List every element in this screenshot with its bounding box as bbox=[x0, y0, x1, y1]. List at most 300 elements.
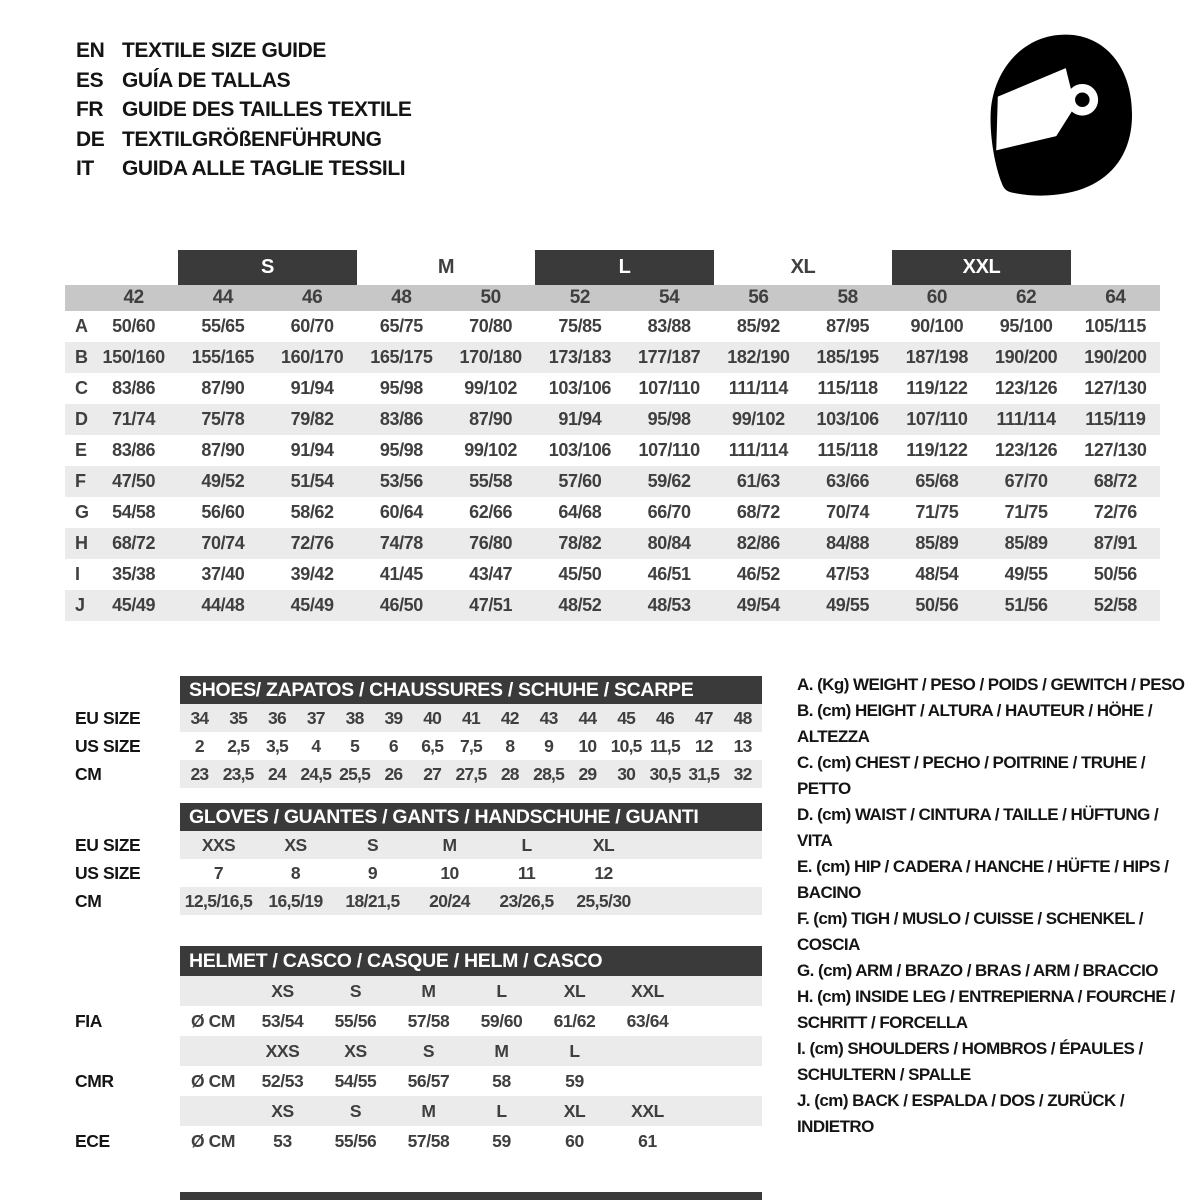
size-value: 26 bbox=[384, 763, 403, 784]
size-value: 50/56 bbox=[915, 595, 959, 615]
size-value: 70/74 bbox=[201, 533, 245, 553]
size-value: XL bbox=[592, 834, 615, 855]
row-letter: A bbox=[75, 316, 88, 336]
language-row bbox=[76, 95, 411, 125]
size-value: 46/50 bbox=[379, 595, 423, 615]
size-value: 87/95 bbox=[826, 316, 870, 336]
language-code: DE bbox=[76, 127, 105, 151]
size-value: 111/114 bbox=[728, 440, 789, 460]
size-value: 45/50 bbox=[558, 564, 602, 584]
size-value: 59/62 bbox=[647, 471, 691, 491]
size-value: 39 bbox=[384, 707, 403, 728]
language-title: TEXTILGRÖßENFÜHRUNG bbox=[122, 127, 382, 151]
size-value: 68/72 bbox=[112, 533, 156, 553]
size-value: 87/91 bbox=[1093, 533, 1137, 553]
size-row bbox=[75, 760, 762, 788]
size-value: 182/190 bbox=[727, 347, 790, 367]
size-value: 42 bbox=[500, 707, 519, 728]
measurement-legend bbox=[797, 672, 1197, 1140]
size-label: XL bbox=[563, 1100, 586, 1121]
measurement-row bbox=[65, 559, 1160, 590]
row-label: US SIZE bbox=[75, 735, 141, 756]
language-title: GUIDA ALLE TAGLIE TESSILI bbox=[122, 157, 406, 180]
measurement-row bbox=[65, 404, 1160, 435]
size-value: 74/78 bbox=[379, 533, 423, 553]
size-value: 61/62 bbox=[553, 1010, 596, 1031]
size-value: 103/106 bbox=[548, 378, 611, 398]
standard-name: CMR bbox=[75, 1070, 114, 1091]
measurement-rows bbox=[65, 311, 1160, 621]
size-value: 47 bbox=[694, 707, 713, 728]
size-value: 49/52 bbox=[201, 471, 245, 491]
size-value: 150/160 bbox=[102, 347, 165, 367]
size-value: 11,5 bbox=[650, 735, 680, 756]
row-letter: F bbox=[75, 471, 86, 491]
size-value: 8 bbox=[290, 862, 301, 883]
size-label: L bbox=[569, 1040, 580, 1061]
size-value: 70/80 bbox=[469, 316, 513, 336]
row-letter: H bbox=[75, 533, 88, 553]
legend-item: A. (Kg) WEIGHT / PESO / POIDS / GEWITCH / PESO bbox=[797, 675, 1185, 694]
size-value: 103/106 bbox=[816, 409, 879, 429]
row-band bbox=[180, 1126, 762, 1156]
row-letter: B bbox=[75, 347, 88, 367]
size-value: 38 bbox=[345, 707, 364, 728]
size-label bbox=[611, 1036, 684, 1066]
size-value: 52/58 bbox=[1093, 595, 1137, 615]
size-value: 71/74 bbox=[112, 409, 156, 429]
row-label: CM bbox=[75, 763, 102, 784]
size-label: M bbox=[421, 1100, 436, 1121]
size-value: 105/115 bbox=[1084, 316, 1147, 336]
helmet-values-row bbox=[75, 1006, 762, 1036]
language-code: IT bbox=[76, 157, 94, 180]
size-value: 165/175 bbox=[370, 347, 433, 367]
row-band bbox=[180, 1096, 762, 1126]
size-value: 32 bbox=[733, 763, 752, 784]
size-label: XXL bbox=[631, 980, 664, 1001]
size-value: 48/53 bbox=[647, 595, 691, 615]
size-value: 45/49 bbox=[112, 595, 156, 615]
size-value: 50/60 bbox=[112, 316, 156, 336]
section-label-spacer bbox=[75, 946, 180, 976]
size-value: 46 bbox=[656, 707, 674, 728]
size-label: XS bbox=[271, 980, 294, 1001]
size-value: 99/102 bbox=[464, 378, 517, 398]
size-value: 72/76 bbox=[1093, 502, 1137, 522]
size-value: 40 bbox=[423, 707, 442, 728]
size-value: 115/118 bbox=[817, 378, 878, 398]
size-value: 27 bbox=[423, 763, 442, 784]
band-spacer bbox=[65, 285, 89, 311]
size-value: 47/51 bbox=[469, 595, 513, 615]
size-row bbox=[75, 859, 762, 887]
size-value: 63/66 bbox=[826, 471, 870, 491]
row-band bbox=[180, 760, 762, 788]
size-value: 68/72 bbox=[1093, 471, 1137, 491]
size-value: 46/51 bbox=[647, 564, 691, 584]
size-value: 185/195 bbox=[816, 347, 879, 367]
size-value: 4 bbox=[311, 735, 321, 756]
eu-size: 64 bbox=[1105, 287, 1126, 308]
size-value: 49/54 bbox=[736, 595, 780, 615]
racing-helmet-icon bbox=[982, 28, 1140, 200]
size-value: 24 bbox=[268, 763, 286, 784]
size-value: 36 bbox=[268, 707, 286, 728]
size-value: 2,5 bbox=[227, 735, 250, 756]
row-letter: J bbox=[75, 595, 85, 615]
measurement-row bbox=[65, 528, 1160, 559]
size-value: 72/76 bbox=[290, 533, 334, 553]
row-label-spacer bbox=[75, 976, 180, 1006]
size-value: 55/65 bbox=[201, 316, 245, 336]
size-value: 59 bbox=[565, 1070, 584, 1091]
size-value: 47/53 bbox=[826, 564, 870, 584]
size-value: 28 bbox=[500, 763, 519, 784]
row-band bbox=[180, 1066, 762, 1096]
size-value: 55/56 bbox=[334, 1010, 377, 1031]
size-value: 7 bbox=[213, 862, 224, 883]
size-value: 119/122 bbox=[906, 378, 968, 398]
size-value: 30,5 bbox=[649, 763, 681, 784]
eu-size: 56 bbox=[748, 287, 769, 308]
size-value: 11 bbox=[517, 862, 536, 883]
size-value: 56/60 bbox=[201, 502, 245, 522]
size-label: XXS bbox=[265, 1040, 300, 1061]
size-value: 95/98 bbox=[379, 440, 423, 460]
size-value: 190/200 bbox=[1084, 347, 1147, 367]
size-value: 54/55 bbox=[334, 1070, 377, 1091]
size-label: S bbox=[422, 1040, 435, 1061]
size-value: 85/89 bbox=[915, 533, 959, 553]
size-value: 127/130 bbox=[1084, 378, 1147, 398]
section-label-spacer bbox=[75, 803, 180, 831]
size-value: 25,5/30 bbox=[576, 890, 631, 911]
size-value: 82/86 bbox=[736, 533, 780, 553]
size-value: 59 bbox=[492, 1130, 511, 1151]
legend-item: C. (cm) CHEST / PECHO / POITRINE / TRUHE / PETTO bbox=[797, 753, 1146, 798]
size-value: 66/70 bbox=[647, 502, 691, 522]
size-value: 83/88 bbox=[647, 316, 691, 336]
size-value: 49/55 bbox=[1004, 564, 1048, 584]
language-row bbox=[76, 154, 411, 184]
size-value: 59/60 bbox=[480, 1010, 523, 1031]
size-group-m: M bbox=[437, 256, 455, 278]
language-title: GUIDE DES TAILLES TEXTILE bbox=[122, 98, 412, 121]
size-value: 20/24 bbox=[429, 890, 470, 911]
size-value: 173/183 bbox=[548, 347, 611, 367]
size-group-l: L bbox=[535, 250, 714, 285]
size-value: 55/56 bbox=[334, 1130, 377, 1151]
size-value: M bbox=[442, 834, 457, 855]
language-row bbox=[76, 36, 411, 66]
row-band bbox=[180, 1006, 762, 1036]
textile-size-table bbox=[65, 250, 1160, 621]
language-title: GUÍA DE TALLAS bbox=[122, 68, 291, 92]
section-label-spacer bbox=[75, 676, 180, 704]
eu-size: 62 bbox=[1015, 287, 1037, 308]
cut-off-next-section-header bbox=[180, 1192, 762, 1200]
size-value: 103/106 bbox=[548, 440, 611, 460]
size-value: 16,5/19 bbox=[268, 890, 323, 911]
size-label: S bbox=[349, 1100, 362, 1121]
size-value: 75/78 bbox=[201, 409, 245, 429]
size-value: 23 bbox=[190, 763, 209, 784]
size-value: 45 bbox=[617, 707, 636, 728]
size-value: 57/58 bbox=[407, 1130, 450, 1151]
standard-name: FIA bbox=[75, 1010, 102, 1031]
size-label: XS bbox=[271, 1100, 294, 1121]
size-value: 85/89 bbox=[1004, 533, 1048, 553]
size-value: 34 bbox=[190, 707, 209, 728]
row-band bbox=[180, 831, 762, 859]
size-group-xxl: XXL bbox=[892, 250, 1071, 285]
size-value: 64/68 bbox=[558, 502, 602, 522]
helmet-sizes-row bbox=[75, 976, 762, 1006]
size-value: 43 bbox=[539, 707, 558, 728]
size-value: 35 bbox=[229, 707, 248, 728]
size-value: 29 bbox=[578, 763, 597, 784]
section-header-row bbox=[75, 803, 762, 831]
size-value: 91/94 bbox=[290, 440, 334, 460]
helmet-section-title: HELMET / CASCO / CASQUE / HELM / CASCO bbox=[180, 946, 762, 976]
measurement-row bbox=[65, 373, 1160, 404]
size-value: 84/88 bbox=[826, 533, 870, 553]
size-value: 5 bbox=[350, 735, 360, 756]
size-value: 111/114 bbox=[996, 409, 1056, 429]
size-value: 123/126 bbox=[994, 440, 1058, 460]
eu-size: 44 bbox=[212, 287, 234, 308]
size-row bbox=[75, 831, 762, 859]
size-value: 95/100 bbox=[999, 316, 1053, 336]
size-value: 9 bbox=[367, 862, 378, 883]
row-letter: G bbox=[75, 502, 89, 522]
size-value: 76/80 bbox=[469, 533, 513, 553]
size-value: 44 bbox=[578, 707, 597, 728]
gloves-size-table bbox=[75, 803, 762, 915]
size-group-xl: XL bbox=[790, 256, 816, 278]
size-value: 28,5 bbox=[533, 763, 565, 784]
size-value bbox=[611, 1066, 684, 1096]
size-value: 31,5 bbox=[688, 763, 720, 784]
size-value: L bbox=[521, 834, 532, 855]
size-value: 160/170 bbox=[280, 347, 344, 367]
size-value: 79/82 bbox=[290, 409, 334, 429]
size-value: 60 bbox=[565, 1130, 584, 1151]
size-value: 39/42 bbox=[290, 564, 334, 584]
size-value: 25,5 bbox=[339, 763, 371, 784]
legend-item: H. (cm) INSIDE LEG / ENTREPIERNA / FOURCHE / SCHRITT / FORCELLA bbox=[797, 987, 1175, 1032]
size-value: XS bbox=[284, 834, 307, 855]
size-row bbox=[75, 704, 762, 732]
size-value: 87/90 bbox=[201, 440, 245, 460]
row-label: CM bbox=[75, 890, 102, 911]
size-value: 107/110 bbox=[638, 378, 700, 398]
size-value: 54/58 bbox=[112, 502, 156, 522]
size-value: 8 bbox=[505, 735, 515, 756]
size-value: 48/54 bbox=[915, 564, 959, 584]
size-value: 58 bbox=[492, 1070, 511, 1091]
size-label: L bbox=[496, 980, 507, 1001]
measurement-row bbox=[65, 497, 1160, 528]
size-value: 10 bbox=[578, 735, 597, 756]
size-value: 61/63 bbox=[736, 471, 780, 491]
size-value: 68/72 bbox=[736, 502, 780, 522]
size-value: 27,5 bbox=[455, 763, 487, 784]
size-value: 24,5 bbox=[300, 763, 332, 784]
row-label: US SIZE bbox=[75, 862, 141, 883]
language-code: ES bbox=[76, 68, 104, 92]
row-band bbox=[180, 859, 762, 887]
size-value: 45/49 bbox=[290, 595, 334, 615]
size-value: 115/118 bbox=[817, 440, 878, 460]
size-value: 37/40 bbox=[201, 564, 245, 584]
size-group-header-row bbox=[65, 250, 1160, 285]
size-value: 18/21,5 bbox=[345, 890, 400, 911]
size-row bbox=[75, 732, 762, 760]
legend-item: G. (cm) ARM / BRAZO / BRAS / ARM / BRACCIO bbox=[797, 961, 1158, 980]
size-value: 65/75 bbox=[379, 316, 423, 336]
size-value: 58/62 bbox=[290, 502, 334, 522]
size-row bbox=[75, 887, 762, 915]
size-value: 7,5 bbox=[460, 735, 482, 756]
size-value: 95/98 bbox=[379, 378, 423, 398]
size-value: 60/64 bbox=[379, 502, 423, 522]
measurement-row bbox=[65, 590, 1160, 621]
legend-item: F. (cm) TIGH / MUSLO / CUISSE / SCHENKEL / COSCIA bbox=[797, 909, 1143, 954]
helmet-sizes-row bbox=[75, 1036, 762, 1066]
size-value: 127/130 bbox=[1084, 440, 1147, 460]
legend-item: D. (cm) WAIST / CINTURA / TAILLE / HÜFTUNG / VITA bbox=[797, 805, 1159, 850]
size-value: 2 bbox=[194, 735, 204, 756]
size-value: 107/110 bbox=[638, 440, 700, 460]
row-band bbox=[180, 704, 762, 732]
size-value: 70/74 bbox=[826, 502, 870, 522]
eu-size: 48 bbox=[391, 287, 412, 308]
size-label: M bbox=[494, 1040, 509, 1061]
size-value: 107/110 bbox=[906, 409, 968, 429]
row-label-spacer bbox=[75, 1096, 180, 1126]
size-value: 83/86 bbox=[112, 440, 156, 460]
size-value: 52/53 bbox=[261, 1070, 304, 1091]
size-value: 177/187 bbox=[637, 347, 701, 367]
legend-item: B. (cm) HEIGHT / ALTURA / HAUTEUR / HÖHE / ALTEZZA bbox=[797, 701, 1152, 746]
size-label: M bbox=[421, 980, 436, 1001]
size-value: 57/58 bbox=[407, 1010, 450, 1031]
eu-size-band bbox=[65, 285, 1160, 311]
size-value: 83/86 bbox=[379, 409, 423, 429]
size-value: 13 bbox=[733, 735, 752, 756]
legend-item: J. (cm) BACK / ESPALDA / DOS / ZURÜCK / INDIETRO bbox=[797, 1091, 1125, 1136]
size-value: 46/52 bbox=[736, 564, 780, 584]
size-value: 23,5 bbox=[222, 763, 254, 784]
size-value: 41 bbox=[462, 707, 480, 728]
language-row bbox=[76, 66, 411, 96]
size-label: XL bbox=[563, 980, 586, 1001]
measurement-row bbox=[65, 342, 1160, 373]
eu-size: 58 bbox=[837, 287, 858, 308]
row-band bbox=[180, 1036, 762, 1066]
size-value: 3,5 bbox=[266, 735, 288, 756]
measurement-row bbox=[65, 311, 1160, 342]
helmet-values-row bbox=[75, 1126, 762, 1156]
section-header-row bbox=[75, 946, 762, 976]
eu-size: 42 bbox=[123, 287, 144, 308]
row-label: EU SIZE bbox=[75, 834, 141, 855]
size-value: 48/52 bbox=[558, 595, 602, 615]
gloves-section-title: GLOVES / GUANTES / GANTS / HANDSCHUHE / GUANTI bbox=[180, 803, 762, 831]
size-value: 51/56 bbox=[1004, 595, 1048, 615]
size-value: 53 bbox=[273, 1130, 292, 1151]
measurement-row bbox=[65, 466, 1160, 497]
size-value: 155/165 bbox=[191, 347, 254, 367]
size-value: 53/56 bbox=[379, 471, 423, 491]
size-value: 48 bbox=[733, 707, 752, 728]
size-value: 60/70 bbox=[290, 316, 334, 336]
legend-item: I. (cm) SHOULDERS / HOMBROS / ÉPAULES / SCHULTERN / SPALLE bbox=[797, 1039, 1143, 1084]
size-value: 67/70 bbox=[1004, 471, 1048, 491]
size-value: 90/100 bbox=[910, 316, 964, 336]
size-value: 61 bbox=[638, 1130, 657, 1151]
row-label: EU SIZE bbox=[75, 707, 141, 728]
size-value: 55/58 bbox=[469, 471, 513, 491]
size-value: 75/85 bbox=[558, 316, 602, 336]
size-value: 80/84 bbox=[647, 533, 691, 553]
size-value: 6 bbox=[388, 735, 398, 756]
size-value: 87/90 bbox=[469, 409, 513, 429]
size-value: 115/119 bbox=[1085, 409, 1146, 429]
size-value: 6,5 bbox=[421, 735, 444, 756]
language-title-list bbox=[76, 36, 411, 184]
row-band bbox=[180, 887, 762, 915]
size-value: 99/102 bbox=[732, 409, 785, 429]
size-value: XXS bbox=[201, 834, 236, 855]
unit-spacer bbox=[180, 1036, 246, 1066]
size-value: 62/66 bbox=[469, 502, 513, 522]
size-value: 78/82 bbox=[558, 533, 602, 553]
size-value: 12 bbox=[694, 735, 713, 756]
row-band bbox=[180, 732, 762, 760]
size-value: 12 bbox=[594, 862, 613, 883]
shoes-size-table bbox=[75, 676, 762, 788]
size-value: 111/114 bbox=[728, 378, 789, 398]
size-value: 10,5 bbox=[610, 735, 642, 756]
size-value: 49/55 bbox=[826, 595, 870, 615]
size-value: 51/54 bbox=[290, 471, 334, 491]
row-band bbox=[180, 976, 762, 1006]
eu-size: 52 bbox=[569, 287, 591, 308]
shoes-section-title: SHOES/ ZAPATOS / CHAUSSURES / SCHUHE / SCARPE bbox=[180, 676, 762, 704]
row-letter: I bbox=[75, 564, 80, 584]
language-code: EN bbox=[76, 39, 105, 62]
helmet-size-table bbox=[75, 946, 762, 1156]
size-label: L bbox=[496, 1100, 507, 1121]
size-label: XS bbox=[344, 1040, 367, 1061]
helmet-sizes-row bbox=[75, 1096, 762, 1126]
row-letter: D bbox=[75, 409, 88, 429]
size-value: 53/54 bbox=[261, 1010, 304, 1031]
language-row bbox=[76, 125, 411, 155]
eu-size: 54 bbox=[658, 287, 680, 308]
size-value: 91/94 bbox=[558, 409, 602, 429]
size-value: 63/64 bbox=[626, 1010, 669, 1031]
size-value: 71/75 bbox=[915, 502, 959, 522]
eu-size: 60 bbox=[926, 287, 948, 308]
size-value: 85/92 bbox=[736, 316, 780, 336]
size-value: 43/47 bbox=[469, 564, 513, 584]
size-value: S bbox=[366, 834, 379, 855]
size-value: 30 bbox=[617, 763, 636, 784]
